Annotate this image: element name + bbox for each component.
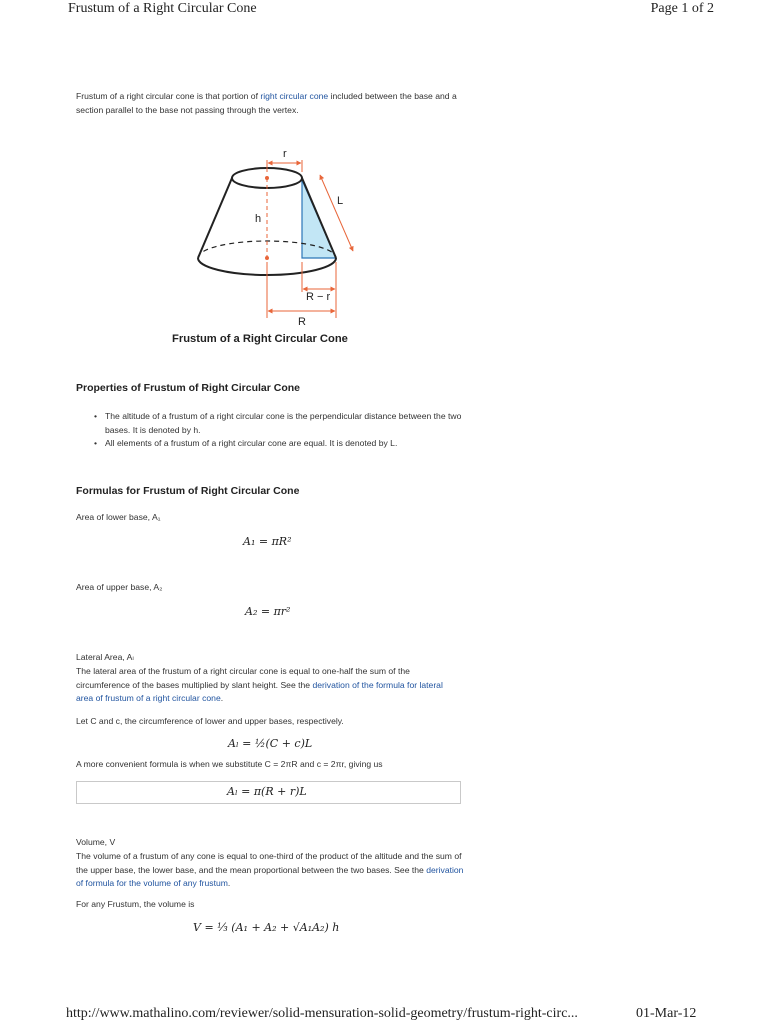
upper-base-label: Area of upper base, A₂ [76,582,163,592]
label-R: R [298,316,306,328]
volume-label: Volume, V [76,837,116,847]
page-number: Page 1 of 2 [650,1,714,16]
circumference-text: Let C and c, the circumference of lower and upper bases, respectively. [76,716,344,726]
right-circular-cone-link[interactable]: right circular cone [260,91,329,101]
volume-text-1: The volume of a frustum of any cone is equal to one-third of the product of the altitude and the sum of the upper base, the lower base, and the mean proportional between the two bases. See the [76,851,462,875]
volume-derivation-link[interactable]: derivation of formula for the volume of any frustum [76,864,464,888]
footer-url: http://www.mathalino.com/reviewer/solid-mensuration-solid-geometry/frustum-right-circ... [66,1006,578,1021]
label-h: h [255,213,262,225]
substitute-text: A more convenient formula is when we substitute C = 2πR and c = 2πr, giving us [76,759,383,769]
label-R-minus-r: R − r [306,291,331,303]
properties-list [92,410,462,451]
frustum-diagram [0,0,768,340]
page-header-title: Frustum of a Right Circular Cone [68,1,257,16]
lateral-text-1: The lateral area of the frustum of a right circular cone is equal to one-half the sum of the circumference of the bases multiplied by slant height. See the [76,666,410,690]
volume-formula: V = ⅓ (A₁ + A₂ + √A₁A₂) h [193,921,340,934]
lower-base-formula: A₁ = πR² [243,535,292,548]
list-item: • All elements of a frustum of a right circular cone are equal. It is denoted by L. [92,437,462,451]
lateral-area-paragraph [76,665,461,706]
label-r: r [283,148,287,160]
lower-base-label: Area of lower base, A₁ [76,512,161,522]
lateral-area-formula-1: Aₗ = ½(C + c)L [228,737,313,750]
formulas-heading: Formulas for Frustum of Right Circular Cone [76,485,300,497]
lateral-area-label: Lateral Area, Aₗ [76,652,134,662]
volume-text-2: . [227,878,231,888]
intro-text-1: Frustum of a right circular cone is that portion of [76,91,261,101]
label-L: L [337,195,344,207]
lateral-area-formula-2: Aₗ = π(R + r)L [227,785,307,798]
any-frustum-text: For any Frustum, the volume is [76,899,195,909]
intro-text-2: included between the base and a section parallel to the base not passing through the vertex. [76,91,457,115]
footer-date: 01-Mar-12 [636,1006,697,1021]
volume-paragraph [76,850,464,891]
figure-caption: Frustum of a Right Circular Cone [172,333,348,345]
lateral-text-2: . [220,693,224,703]
list-item: • The altitude of a frustum of a right circular cone is the perpendicular distance between the two bases. It is denoted by h. [92,410,462,437]
upper-base-formula: A₂ = πr² [245,605,291,618]
lateral-area-derivation-link[interactable]: derivation of the formula for lateral area of frustum of a right circular cone [76,679,443,703]
properties-heading: Properties of Frustum of Right Circular Cone [76,382,301,394]
